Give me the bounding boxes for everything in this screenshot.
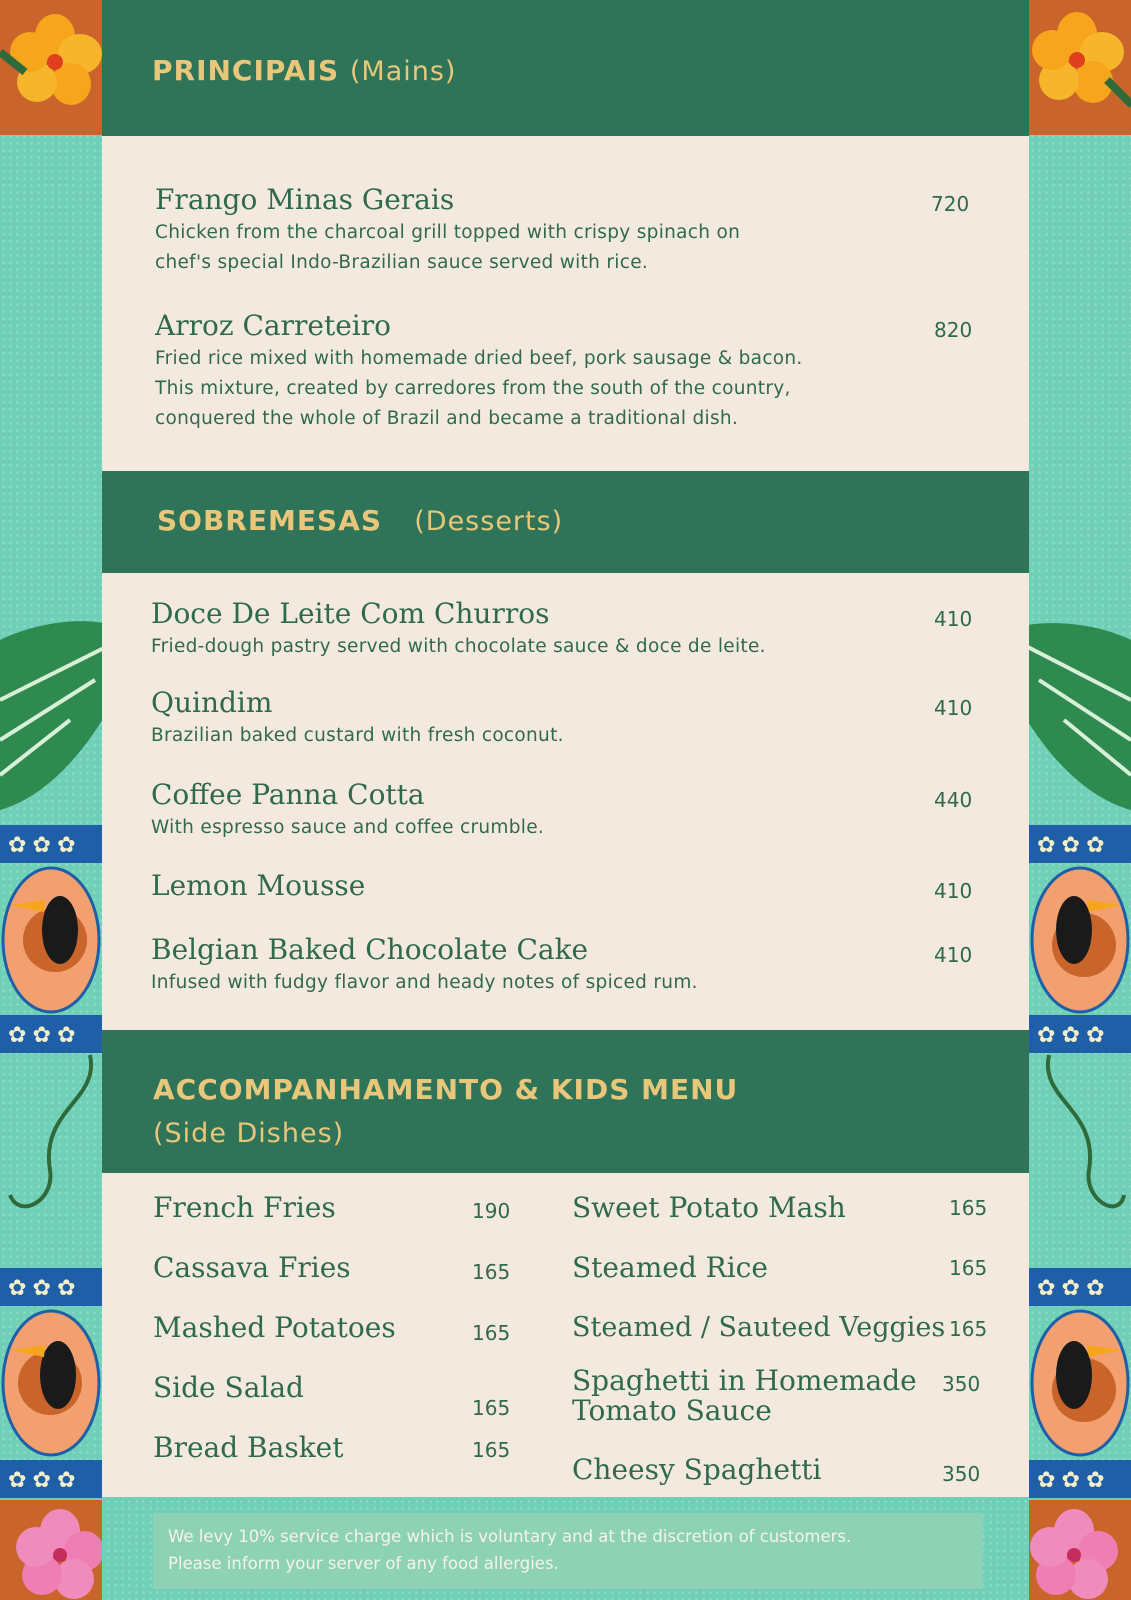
item-description-line: Fried rice mixed with homemade dried beef, pork sausage & bacon. xyxy=(155,348,803,369)
side-item-price: 165 xyxy=(472,1260,511,1284)
side-item-price: 350 xyxy=(942,1462,981,1486)
footer-note xyxy=(153,1513,983,1589)
item-name: Lemon Mousse xyxy=(151,869,366,902)
vine-icon xyxy=(10,1055,91,1206)
side-item-name xyxy=(572,1366,917,1426)
side-item-name: Side Salad xyxy=(153,1371,304,1404)
sides-header xyxy=(102,1030,1029,1173)
side-item-name: Mashed Potatoes xyxy=(153,1311,396,1344)
side-item-price: 165 xyxy=(949,1256,988,1280)
menu-item xyxy=(102,933,1029,1003)
side-item-price: 350 xyxy=(942,1372,981,1396)
service-charge-note: We levy 10% service charge which is voluntary and at the discretion of customers. xyxy=(168,1527,852,1546)
item-description-line: Chicken from the charcoal grill topped with crispy spinach on xyxy=(155,222,741,243)
side-item-name: Cassava Fries xyxy=(153,1251,351,1284)
side-item-name-line: Spaghetti in Homemade xyxy=(572,1364,917,1397)
item-price: 440 xyxy=(934,788,973,812)
svg-text:✿ ✿ ✿: ✿ ✿ ✿ xyxy=(8,1467,76,1492)
menu-item xyxy=(102,597,1029,667)
svg-text:✿ ✿ ✿: ✿ ✿ ✿ xyxy=(1037,1022,1105,1047)
item-name: Quindim xyxy=(151,686,273,719)
svg-text:✿ ✿ ✿: ✿ ✿ ✿ xyxy=(8,1022,76,1047)
item-price: 410 xyxy=(934,696,973,720)
svg-text:✿ ✿ ✿: ✿ ✿ ✿ xyxy=(1037,1275,1105,1300)
item-description: Brazilian baked custard with fresh coconut. xyxy=(151,725,564,746)
item-price: 720 xyxy=(931,192,970,216)
item-price: 410 xyxy=(934,879,973,903)
item-description xyxy=(155,344,803,434)
side-item-name: Bread Basket xyxy=(153,1431,344,1464)
side-item-price: 165 xyxy=(472,1321,511,1345)
svg-text:✿ ✿ ✿: ✿ ✿ ✿ xyxy=(8,1275,76,1300)
menu-item xyxy=(102,686,1029,756)
monstera-leaf-icon xyxy=(1029,623,1131,810)
monstera-leaf-icon xyxy=(0,621,102,810)
svg-text:✿ ✿ ✿: ✿ ✿ ✿ xyxy=(1037,832,1105,857)
mains-title xyxy=(152,54,456,87)
side-item-name: Steamed Rice xyxy=(572,1251,768,1284)
item-name: Arroz Carreteiro xyxy=(155,309,391,342)
left-border-decoration xyxy=(0,0,102,1600)
side-item-price: 165 xyxy=(472,1396,511,1420)
allergy-note: Please inform your server of any food allergies. xyxy=(168,1554,559,1573)
side-item-price: 190 xyxy=(472,1199,511,1223)
item-description: With espresso sauce and coffee crumble. xyxy=(151,817,545,838)
sides-title xyxy=(153,1068,738,1156)
mains-title-text: PRINCIPAIS xyxy=(152,54,340,87)
item-price: 410 xyxy=(934,943,973,967)
side-item-name: Steamed / Sauteed Veggies xyxy=(572,1312,946,1343)
desserts-title xyxy=(157,504,563,537)
item-price: 410 xyxy=(934,607,973,631)
side-item-price: 165 xyxy=(949,1317,988,1341)
menu-item xyxy=(102,869,1029,909)
item-description xyxy=(155,218,740,278)
item-name: Frango Minas Gerais xyxy=(155,183,455,216)
svg-text:✿ ✿ ✿: ✿ ✿ ✿ xyxy=(1037,1467,1105,1492)
menu-item xyxy=(102,778,1029,848)
side-item-price: 165 xyxy=(949,1196,988,1220)
mains-subtitle: (Mains) xyxy=(349,56,457,87)
item-description-line: conquered the whole of Brazil and became a traditional dish. xyxy=(155,408,739,429)
menu-item xyxy=(102,306,1029,436)
menu-item xyxy=(102,180,1029,280)
item-description-line: chef's special Indo-Brazilian sauce served with rice. xyxy=(155,252,649,273)
desserts-title-text: SOBREMESAS xyxy=(157,504,382,537)
sides-subtitle: (Side Dishes) xyxy=(153,1118,345,1149)
side-item-name-line: Tomato Sauce xyxy=(572,1394,772,1427)
side-item-name: French Fries xyxy=(153,1191,336,1224)
item-name: Belgian Baked Chocolate Cake xyxy=(151,933,589,966)
desserts-header xyxy=(102,471,1029,573)
right-border-decoration xyxy=(1029,0,1131,1600)
item-name: Doce De Leite Com Churros xyxy=(151,597,550,630)
item-price: 820 xyxy=(934,318,973,342)
side-item-name: Sweet Potato Mash xyxy=(572,1191,846,1224)
item-name: Coffee Panna Cotta xyxy=(151,778,425,811)
item-description-line: This mixture, created by carredores from the south of the country, xyxy=(155,378,791,399)
item-description: Fried-dough pastry served with chocolate sauce & doce de leite. xyxy=(151,636,766,657)
desserts-subtitle: (Desserts) xyxy=(414,506,564,537)
item-description: Infused with fudgy flavor and heady notes of spiced rum. xyxy=(151,972,698,993)
sides-title-line: ACCOMPANHAMENTO & KIDS MENU xyxy=(153,1073,739,1106)
side-item-price: 165 xyxy=(472,1438,511,1462)
plumeria-flower-icon: ✿ ✿ ✿ xyxy=(8,832,76,857)
side-item-name: Cheesy Spaghetti xyxy=(572,1453,822,1486)
mains-header xyxy=(102,0,1029,136)
